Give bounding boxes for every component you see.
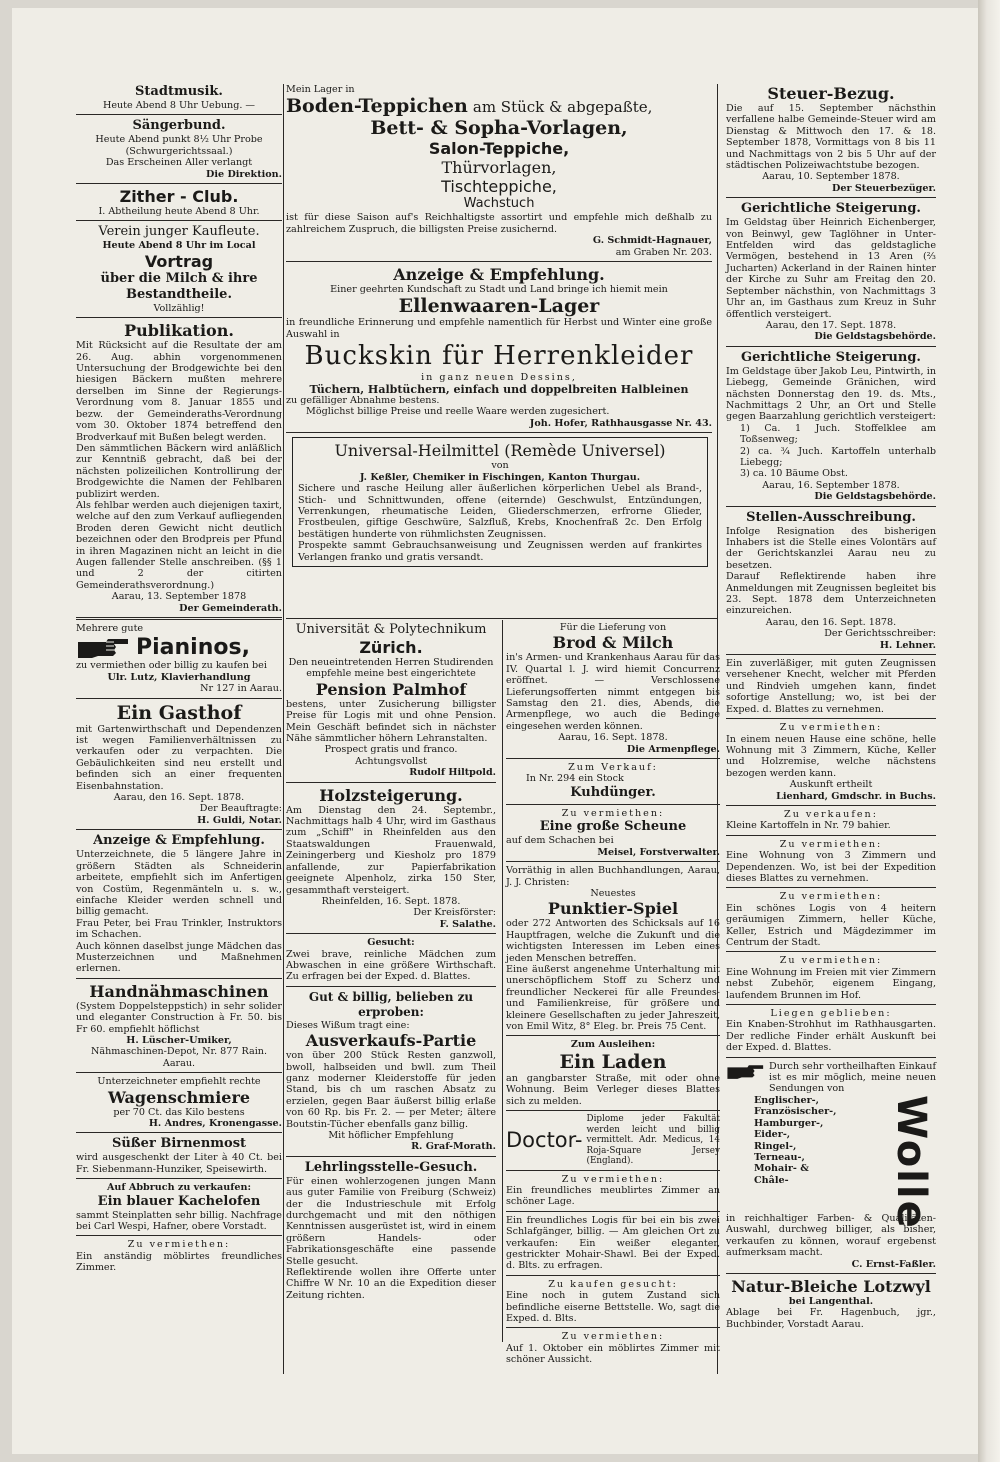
ad-stadtmusik bbox=[76, 84, 282, 111]
ad-heading: Doctor- bbox=[506, 1128, 583, 1153]
ad-text: Tischteppiche, bbox=[441, 177, 557, 197]
ad-text: Salon-Teppiche, bbox=[428, 139, 570, 159]
ad-text: Vorräthig in allen Buchhandlungen, Aarau, J. J. Christen: bbox=[506, 865, 720, 888]
ad-text: Mit Rücksicht auf die Resultate der am 26. Aug. abhin vorgenommenen Untersuchung der Brodgewichte bei den hiesigen Bäckern mußten mehrere derselben im Sinne der Regierungs-Verordnung vom 8. Januar 1855 und bezw. der Gemeinderaths-Verordnung vom 30. Oktober 1874 betreffend den Brodverkauf mit Bußen belegt werden. bbox=[76, 340, 282, 443]
ad-text: Im Geldstag über Heinrich Eichenberger, von Beinwyl, gew Taglöhner in Unter-Entfelden wird das geldstagliche Vermögen, bestehend in 13 Aren (⅔ Jucharten) Ackerland in der Rainen hinter der Kirche zu Suhr am Freitag den 20. September nächsthin, von Nachmittags 3 Uhr an, im Gasthaus zum Kreuz in Suhr öffentlich versteigert. bbox=[726, 217, 936, 320]
ad-text: Für die Lieferung von bbox=[559, 622, 667, 633]
ad-heading: Kuhdünger. bbox=[570, 784, 656, 800]
ad-text: Als fehlbar werden auch diejenigen taxirt, welche auf den zum Verkauf aufliegenden Broden deren Gewicht nicht deutlich bezeichnen oder den Brodpreis per Pfund in ihren Magazinen nicht an leicht in die Augen fallender Stelle anschreiben. (§§ 1 und 2 der citirten Gemeinderathsverordnung.) bbox=[76, 499, 282, 591]
ad-text: Pension Palmhof bbox=[315, 679, 467, 699]
ad-holzsteigerung bbox=[286, 786, 496, 930]
ad-text: Heute Abend 8 Uhr im Local bbox=[102, 240, 256, 252]
ad-text: Zum Ausleihen: bbox=[570, 1039, 656, 1051]
wolle-heading: Wolle bbox=[888, 1094, 934, 1230]
ad-text: Diplome jeder Fakultät werden leicht und billig vermittelt. Adr. Medicus, 14 Roja-Square Jersey (England). bbox=[586, 1114, 720, 1166]
ad-text: oder 272 Antworten des Schicksals auf 16 Hauptfragen, welche die Zukunft und die wichtigsten Interessen im Leben eines jeden Menschen betreffen. bbox=[506, 918, 720, 964]
ad-zimmer-aussicht bbox=[506, 1331, 720, 1365]
ad-publikation bbox=[76, 321, 282, 614]
ad-text: Zum Verkauf: bbox=[568, 762, 658, 774]
ad-knecht bbox=[726, 658, 936, 715]
ad-text: Thürvorlagen, bbox=[441, 158, 557, 178]
ad-text: (Schwurgerichtssaal.) bbox=[125, 145, 233, 157]
ad-text: Dieses Wißum tragt eine: bbox=[286, 1019, 410, 1031]
ad-text: Auskunft ertheilt bbox=[789, 779, 873, 791]
ad-text: Bett- & Sopha-Vorlagen, bbox=[370, 117, 628, 140]
ad-lehrlingsstelle bbox=[286, 1160, 496, 1301]
ad-signature: Die Armenpflege. bbox=[626, 743, 720, 755]
ad-text: in reichhaltiger Farben- & Qualitäten-Auswahl, durchweg billiger, als bisher, verkaufen zu können, worauf ergebenst aufmerksam macht. bbox=[726, 1212, 936, 1259]
ad-heading: Stellen-Ausschreibung. bbox=[746, 509, 916, 525]
ad-signature: C. Ernst-Faßler. bbox=[851, 1258, 936, 1270]
ad-heading: Anzeige & Empfehlung. bbox=[393, 265, 605, 285]
ad-signature: H. Lehner. bbox=[879, 639, 936, 651]
ad-signature: H. Guldi, Notar. bbox=[197, 814, 282, 826]
ad-text: am Graben Nr. 203. bbox=[615, 246, 712, 258]
ad-text: 3) ca. 10 Bäume Obst. bbox=[740, 468, 848, 480]
ad-heading: Zu vermiethen: bbox=[779, 838, 883, 850]
ad-heading: Zu vermiethen: bbox=[127, 1239, 231, 1251]
pointing-hand-icon bbox=[726, 1061, 766, 1081]
ad-text: Ablage bei Fr. Hagenbuch, jgr., Buchbinder, Vorstadt Aarau. bbox=[726, 1307, 936, 1330]
ad-text: Ein anständig möblirtes freundliches Zimmer. bbox=[76, 1250, 282, 1274]
ad-wohnung-buchs bbox=[726, 722, 936, 802]
ad-text: In Nr. 294 ein Stock bbox=[526, 773, 624, 785]
ad-text: Neuestes bbox=[590, 887, 636, 899]
ad-text: Aarau, den 16. Sept. 1878. bbox=[113, 792, 245, 804]
ad-kuhduenger bbox=[506, 762, 720, 801]
section-rule bbox=[286, 618, 718, 619]
ad-heading: Pianinos, bbox=[136, 634, 250, 660]
ad-heading: Eine große Scheune bbox=[539, 819, 687, 835]
ad-text: Den sämmtlichen Bäckern wird anläßlich zur Kenntniß gebracht, daß bei der nächsten polizeilichen Kontrollirung der Brodgewichte die Namen der Fehlbaren publizirt werden. bbox=[76, 442, 282, 500]
ad-signature: Der Steuerbezüger. bbox=[832, 182, 936, 194]
column-rule bbox=[502, 620, 503, 1342]
wool-type: Terneau-, bbox=[754, 1151, 805, 1163]
ad-signature: Meisel, Forstverwalter. bbox=[597, 846, 720, 858]
ad-heading: Brod & Milch bbox=[552, 633, 674, 653]
ad-wohnung-3-zimmer bbox=[726, 839, 936, 885]
ad-heading: Wagenschmiere bbox=[107, 1087, 251, 1107]
ad-birnenmost bbox=[76, 1136, 282, 1175]
wool-type: Mohair- & bbox=[754, 1163, 809, 1175]
ad-text: Aarau, 16. September 1878. bbox=[762, 479, 900, 491]
column-2-top bbox=[286, 84, 712, 620]
ad-zither-club bbox=[76, 187, 282, 217]
ad-signature: Die Direktion. bbox=[206, 168, 282, 180]
ad-heading: Ein Laden bbox=[559, 1050, 667, 1073]
ad-zimmer-schoener-lage bbox=[506, 1174, 720, 1208]
ad-signature: Lienhard, Gmdschr. in Buchs. bbox=[776, 790, 936, 802]
ad-signature: Die Geldstagsbehörde. bbox=[814, 331, 936, 343]
ad-text: per 70 Ct. das Kilo bestens bbox=[113, 1106, 245, 1118]
ad-heading: Verein junger Kaufleute. bbox=[98, 224, 260, 240]
ad-kachelofen bbox=[76, 1182, 282, 1232]
ad-text: Durch sehr vortheilhaften Einkauf ist es mir möglich, meine neuen Sendungen von bbox=[769, 1060, 936, 1095]
ad-signature: Der Gemeinderath. bbox=[179, 602, 282, 614]
ad-text: auf dem Schachen bei bbox=[506, 835, 614, 847]
ad-text: bei Langenthal. bbox=[788, 1295, 874, 1307]
ad-strohhut bbox=[726, 1008, 936, 1054]
ad-heading: Ellenwaaren-Lager bbox=[398, 295, 600, 318]
ad-heading: Stadtmusik. bbox=[135, 84, 223, 99]
ad-wagenschmiere bbox=[76, 1076, 282, 1129]
ad-heading: Boden-Teppichen bbox=[286, 95, 468, 118]
ad-kartoffeln bbox=[726, 809, 936, 832]
ad-text: Ein zuverläßiger, mit guten Zeugnissen versehener Knecht, welcher mit Pferden und Rindvieh umgehen kann, findet sofortige Anstellung; wo, ist bei der Exped. d. Blattes zu vernehmen. bbox=[726, 658, 936, 715]
ad-heading: Punktier-Spiel bbox=[547, 899, 679, 919]
ad-logis-shawl bbox=[506, 1215, 720, 1272]
ad-text: Aarau, 10. September 1878. bbox=[762, 171, 900, 183]
ad-doctor bbox=[506, 1114, 720, 1167]
ad-text: Eine Wohnung im Freien mit vier Zimmern nebst Zubehör, eigenem Eingang, laufendem Brunnen im Hof. bbox=[726, 966, 936, 1001]
ad-heading: Gesucht: bbox=[367, 937, 415, 949]
ad-text: Ein Knaben-Strohhut im Rathhausgarten. Der redliche Finder erhält Auskunft bei der Exped. d. Blattes. bbox=[726, 1019, 936, 1054]
ad-text: I. Abtheilung heute Abend 8 Uhr. bbox=[98, 206, 260, 218]
ad-text: Am Dienstag den 24. Septembr., Nachmittags halb 4 Uhr, wird im Gasthaus zum „Schiff" in Rheinfelden aus den Staatswaldungen Frauenwald, Zeiningerberg und Kiesholz pro 1879 anfallende, zur Papierfabrikation geeignete Alpenholz, zirka 150 Ster, gesammthaft versteigert. bbox=[286, 804, 496, 896]
ad-text: in freundliche Erinnerung und empfehle namentlich für Herbst und Winter eine große Auswahl in bbox=[286, 317, 712, 340]
ad-text: Einer geehrten Kundschaft zu Stadt und Land bringe ich hiemit mein bbox=[330, 284, 668, 296]
ad-text: Auf 1. Oktober ein möblirtes Zimmer mit schöner Aussicht. bbox=[506, 1342, 720, 1366]
ad-text: Zwei brave, reinliche Mädchen zum Abwaschen in eine größere Wirthschaft. Zu erfragen bei der Exped. d. Blattes. bbox=[286, 948, 496, 983]
ad-signature: Joh. Hofer, Rathhausgasse Nr. 43. bbox=[529, 417, 712, 429]
ad-text: Nähmaschinen-Depot, Nr. 877 Rain. Aarau. bbox=[90, 1046, 268, 1069]
ad-heading: Zu vermiethen: bbox=[779, 891, 883, 903]
ad-text: über die Milch & ihre bbox=[100, 270, 258, 286]
ad-heading: Handnähmaschinen bbox=[89, 981, 269, 1001]
ad-heading: Zu vermiethen: bbox=[779, 722, 883, 734]
ad-signature: Rudolf Hiltpold. bbox=[409, 767, 496, 779]
ad-brod-milch bbox=[506, 622, 720, 755]
ad-text: Vortrag bbox=[144, 251, 214, 271]
ad-anzeige-schneiderin bbox=[76, 833, 282, 974]
ad-heading: Süßer Birnenmost bbox=[111, 1136, 247, 1152]
ad-handnaehmaschinen bbox=[76, 982, 282, 1069]
ad-text: zu gefälliger Abnahme bestens. bbox=[286, 395, 440, 407]
ad-text: Darauf Reflektirende haben ihre Anmeldungen mit Zeugnissen begleitet bis 23. Sept. 1878 dem Unterzeichneten einzureichen. bbox=[726, 571, 936, 617]
ad-text: Eine äußerst angenehme Unterhaltung mit unerschöpflichem Stoff zu Scherz und freundlicher Neckerei für alle Freundes- und Familienkreise, für größere und kleinere Gesellschaften zu jeder Jahreszeit, von Emil Witz, 8° Eleg. br. Preis 75 Cent. bbox=[506, 963, 720, 1032]
ad-text: Die auf 15. September nächsthin verfallene halbe Gemeinde-Steuer wird am Dienstag & Mittwoch den 17. & 18. September 1878, Vormittags von 8 bis 11 und Nachmittags von 2 bis 5 Uhr auf der städtischen Polizeiwachtstube bezogen. bbox=[726, 103, 936, 172]
ad-text: Kleine Kartoffeln in Nr. 79 bahier. bbox=[726, 820, 891, 832]
ad-text: 2) ca. ¾ Juch. Kartoffeln unterhalb Liebegg; bbox=[740, 445, 936, 468]
ad-text: Mit höflicher Empfehlung bbox=[328, 1130, 454, 1141]
ad-heading: Holzsteigerung. bbox=[319, 785, 463, 805]
ad-heading: Gerichtliche Steigerung. bbox=[741, 201, 921, 217]
ad-text: Aarau, den 17. Sept. 1878. bbox=[765, 319, 897, 331]
ad-text: in ganz neuen Dessins, bbox=[421, 372, 577, 384]
ad-text: Ulr. Lutz, Klavierhandlung bbox=[107, 671, 251, 683]
ad-heading: Zither - Club. bbox=[119, 187, 239, 207]
ad-heading: Universal-Heilmittel (Remède Universel) bbox=[334, 441, 666, 461]
ad-text: Auch können daselbst junge Mädchen das Musterzeichnen und Maßnehmen erlernen. bbox=[76, 940, 282, 975]
ad-text: Unterzeichneter empfiehlt rechte bbox=[97, 1076, 261, 1088]
ad-heading: Zu kaufen gesucht: bbox=[548, 1278, 678, 1290]
ad-text: von bbox=[491, 460, 509, 472]
pointing-hand-icon bbox=[76, 634, 132, 660]
ad-text: Aarau, 13. September 1878 bbox=[111, 591, 247, 603]
ad-text: Tüchern, Halbtüchern, einfach und doppelbreiten Halbleinen bbox=[309, 382, 689, 396]
ad-text: Eine noch in gutem Zustand sich befindliche eiserne Bettstelle. Wo, sagt die Exped. d. Blts. bbox=[506, 1290, 720, 1324]
page-edge bbox=[978, 0, 1000, 1462]
ad-text: Für einen wohlerzogenen jungen Mann aus guter Familie von Freiburg (Schweiz) der die Industrieschule mit Erfolg durchgemacht und mit den nöthigen Kenntnissen ausgerüstet ist, wird in einem größern Handels- oder Fabrikationsgeschäfte eine passende Stelle gesucht. bbox=[286, 1175, 496, 1267]
ad-heading: Publikation. bbox=[124, 321, 234, 341]
ad-heading: Anzeige & Empfehlung. bbox=[93, 833, 265, 849]
ad-text: von über 200 Stück Resten ganzwoll, bwoll, halbseiden und bwll. zum Theil ganz moderner Kleiderstoffe für jeden Stand, bis ch um raschen Absatz zu erzielen, gegen Baar äußerst billig erlaße von 60 Rp. bis Fr. 2. — per Meter; ältere Boutstin-Tücher ebenfalls ganz billig. bbox=[286, 1050, 496, 1130]
ad-text: Rheinfelden, 16. Sept. 1878. bbox=[321, 895, 461, 907]
ad-text: Infolge Resignation des bisherigen Inhabers ist die Stelle eines Volontärs auf der Gerichtskanzlei Aarau neu zu besetzen. bbox=[726, 525, 936, 571]
ad-heading: Ausverkaufs-Partie bbox=[305, 1031, 477, 1051]
ad-text: Der Beauftragte: bbox=[199, 803, 282, 815]
ad-laden bbox=[506, 1039, 720, 1107]
ad-signature: Die Geldstagsbehörde. bbox=[814, 491, 936, 503]
column-2b bbox=[506, 622, 720, 1366]
ad-text: Auf Abbruch zu verkaufen: bbox=[106, 1182, 251, 1194]
ad-wohnung-freien bbox=[726, 955, 936, 1001]
ad-saengerbund bbox=[76, 118, 282, 180]
ad-text: Sichere und rasche Heilung aller äußerlichen körperlichen Uebel als Brand-, Stich- und Schnittwunden, offene (eiternde) Geschwulst, Entzündungen, Verrenkungen, rheumatische Leiden, Gliederschmerzen, erfrorne Glieder, Frostbeulen, giftige Geschwüre, Salzfluß, Krebs, Knochenfraß 2c. Den Erfolg bestätigen hunderte von rühmlichsten Zeugnissen. bbox=[298, 483, 702, 540]
ad-heading: Zu vermiethen: bbox=[779, 955, 883, 967]
ad-text: bestens, unter Zusicherung billigster Preise für Logis mit und ohne Pension. Mein Geschäft befindet sich in nächster Nähe sämmtlicher höhern Lehranstalten. bbox=[286, 698, 496, 745]
ad-text: wird ausgeschenkt der Liter à 40 Ct. bei Fr. Siebenmann-Hunziker, Speisewirth. bbox=[76, 1152, 282, 1175]
ad-text: ist für diese Saison auf's Reichhaltigste assortirt und empfehle mich deßhalb zu zahlreichem Zuspruch, die billigsten Preise zusichernd. bbox=[286, 212, 712, 235]
ad-text: mit Gartenwirthschaft und Dependenzen ist wegen Familienverhältnissen zu verkaufen oder zu verpachten. Die Gebäulichkeiten sind neu erstellt und befinden sich an einer frequenten Eisenbahnstation. bbox=[76, 723, 282, 792]
ad-text: Frau Peter, bei Frau Trinkler, Instruktors im Schachen. bbox=[76, 917, 282, 941]
ad-text: zu vermiethen oder billig zu kaufen bei bbox=[76, 660, 267, 672]
ad-signature: G. Schmidt-Hagnauer, bbox=[592, 235, 712, 247]
ad-text: J. Keßler, Chemiker in Fischingen, Kanton Thurgau. bbox=[359, 471, 641, 483]
ad-text: Heute Abend punkt 8½ Uhr Probe bbox=[95, 134, 263, 146]
ad-text: Ein freundliches meublirtes Zimmer an schöner Lage. bbox=[506, 1184, 720, 1208]
ad-heading: Zu vermiethen: bbox=[561, 1331, 665, 1343]
ad-text: Nr 127 in Aarau. bbox=[200, 683, 282, 695]
ad-pension-palmhof bbox=[286, 622, 496, 779]
ad-stellen-ausschreibung bbox=[726, 510, 936, 651]
ad-gasthof bbox=[76, 702, 282, 827]
ad-heading: Steuer-Bezug. bbox=[767, 84, 895, 103]
ad-text: Reflektirende wollen ihre Offerte unter Chiffre W Nr. 10 an die Expedition dieser Zeitung richten. bbox=[286, 1267, 496, 1301]
ad-wolle bbox=[726, 1061, 936, 1270]
ad-text: Aarau, 16. Sept. 1878. bbox=[558, 732, 668, 744]
wool-type: Eider-, bbox=[754, 1129, 791, 1141]
ad-ellenwaaren bbox=[286, 265, 712, 429]
ad-signature: R. Graf-Morath. bbox=[411, 1141, 496, 1153]
ad-text: Eine Wohnung von 3 Zimmern und Dependenzen. Wo, ist bei der Expedition dieses Blattes zu vernehmen. bbox=[726, 850, 936, 884]
wool-type: Französischer-, bbox=[754, 1106, 837, 1118]
ad-text: Aarau, den 16. Sept. 1878. bbox=[765, 616, 897, 628]
ad-naturbleiche bbox=[726, 1277, 936, 1330]
wool-type: Hamburger-, bbox=[754, 1117, 824, 1129]
column-2a bbox=[286, 622, 496, 1342]
ad-text: sammt Steinplatten sehr billig. Nachfrage bei Carl Wespi, Hafner, obere Vorstadt. bbox=[76, 1209, 282, 1233]
ad-signature: F. Salathe. bbox=[439, 918, 496, 930]
ad-zimmer bbox=[76, 1239, 282, 1273]
ad-text: Im Geldstage über Jakob Leu, Pintwirth, in Liebegg, Gemeinde Gränichen, wird nächsten Donnerstag den 19. ds. Mts., Nachmittags 2 Uhr, an Ort und Stelle gegen Baarzahlung gerichtlich versteigert: bbox=[726, 365, 936, 423]
column-4 bbox=[726, 84, 936, 1374]
ad-text: Möglichst billige Preise und reelle Waare werden zugesichert. bbox=[306, 406, 610, 418]
ad-text: Heute Abend 8 Uhr Uebung. — bbox=[102, 100, 256, 111]
ad-scheune bbox=[506, 808, 720, 858]
ad-pianinos bbox=[76, 623, 282, 695]
ad-text: 1) Ca. 1 Juch. Stoffelklee am Toßsenweg; bbox=[740, 422, 936, 446]
ad-heading: Buckskin für Herrenkleider bbox=[304, 341, 694, 372]
ad-heading: Ein Gasthof bbox=[116, 701, 242, 724]
ad-text: in's Armen- und Krankenhaus Aarau für das IV. Quartal l. J. wird hiemit Concurrenz eröffnet. — Verschlossene Lieferungsofferten nimmt entgegen bis Samstag den 21. dies, Abends, die Armenpflege, wo auch die Bedinge eingesehen werden können. bbox=[506, 652, 720, 732]
ad-text: Den neueintretenden Herren Studirenden empfehle meine best eingerichtete bbox=[288, 657, 494, 680]
ad-text: Ein freundliches Logis für bei ein bis zwei Schlafgänger, billig. — Am gleichen Ort zu verkaufen: Ein weißer eleganter, gestrickter Mohair-Shawl. Bei der Exped. d. Blts. zu erfragen. bbox=[506, 1214, 720, 1272]
ad-text: Das Erscheinen Aller verlangt bbox=[105, 157, 253, 169]
ad-text: an gangbarster Straße, mit oder ohne Wohnung. Beim Verleger dieses Blattes sich zu melden. bbox=[506, 1072, 720, 1107]
ad-verein-kaufleute bbox=[76, 224, 282, 314]
ad-text: (System Doppelsteppstich) in sehr solider und eleganter Construction à Fr. 50. bis Fr 60. empfiehlt höflichst bbox=[76, 1000, 282, 1035]
ad-gerichtliche-steigerung-1 bbox=[726, 201, 936, 342]
ad-text: Vollzählig! bbox=[153, 302, 205, 314]
ad-gesucht-maedchen bbox=[286, 937, 496, 983]
ad-text: Mehrere gute bbox=[76, 623, 144, 634]
ad-text: Wachstuch bbox=[463, 196, 535, 212]
ad-punktier-spiel bbox=[506, 865, 720, 1032]
wool-type: Châle- bbox=[754, 1174, 789, 1186]
ad-text: Prospekte sammt Gebrauchsanweisung und Zeugnissen werden auf frankirtes Verlangen franko und gratis versandt. bbox=[298, 540, 702, 563]
ad-heading: Universität & Polytechnikum bbox=[295, 622, 487, 637]
ad-ausverkauf bbox=[286, 990, 496, 1153]
ad-gerichtliche-steigerung-2 bbox=[726, 350, 936, 503]
ad-text: Zu vermiethen: bbox=[561, 807, 665, 819]
ad-signature: H. Lüscher-Umiker, bbox=[126, 1034, 232, 1046]
ad-text: am Stück & abgepaßte, bbox=[472, 98, 653, 117]
ad-bettstelle bbox=[506, 1279, 720, 1325]
ad-heading: Gut & billig, belieben zu erproben: bbox=[308, 989, 474, 1019]
ad-boden-teppichen bbox=[286, 84, 712, 258]
ad-text: Bestandtheile. bbox=[126, 286, 232, 302]
ad-text: Ein schönes Logis von 4 heitern geräumigen Zimmern, heller Küche, Keller, Estrich und Mägdezimmer im Centrum der Stadt. bbox=[726, 902, 936, 948]
ad-text: Unterzeichnete, die 5 längere Jahre in größern Städten als Schneiderin arbeitete, empfiehlt sich im Anfertigen von Costüm, Regenmänteln u. s. w., einfache Kleider werden schnell und billig gemacht. bbox=[76, 849, 282, 918]
column-rule bbox=[283, 84, 284, 1374]
ad-text: Der Gerichtsschreiber: bbox=[824, 628, 936, 640]
ad-text: Prospect gratis und franco. bbox=[324, 744, 458, 756]
ad-heading: Liegen geblieben: bbox=[770, 1008, 892, 1020]
ad-universal-heilmittel bbox=[292, 437, 708, 567]
ad-heading: Zu vermiethen: bbox=[561, 1173, 665, 1185]
ad-heading: Natur-Bleiche Lotzwyl bbox=[731, 1276, 931, 1296]
ad-logis-4-zimmer bbox=[726, 891, 936, 948]
ad-text: In einem neuen Hause eine schöne, helle Wohnung mit 3 Zimmern, Küche, Keller und Holzremise, welche nächstens bezogen werden kann. bbox=[726, 733, 936, 779]
ad-heading: Sängerbund. bbox=[132, 118, 226, 134]
wool-type: Ringel-, bbox=[754, 1140, 797, 1152]
ad-heading: Zu verkaufen: bbox=[784, 808, 878, 820]
wool-type: Englischer-, bbox=[754, 1094, 819, 1106]
ad-heading: Gerichtliche Steigerung. bbox=[741, 349, 921, 365]
ad-signature: H. Andres, Kronengasse. bbox=[148, 1118, 282, 1129]
ad-heading: Lehrlingsstelle-Gesuch. bbox=[304, 1159, 478, 1175]
column-1 bbox=[76, 84, 282, 1374]
ad-text: Mein Lager in bbox=[286, 84, 355, 95]
ad-heading: Ein blauer Kachelofen bbox=[97, 1193, 261, 1209]
ad-text: Der Kreisförster: bbox=[413, 907, 496, 919]
ad-steuer-bezug bbox=[726, 84, 936, 194]
ad-text: Zürich. bbox=[359, 638, 423, 657]
ad-text: Achtungsvollst bbox=[355, 755, 427, 767]
